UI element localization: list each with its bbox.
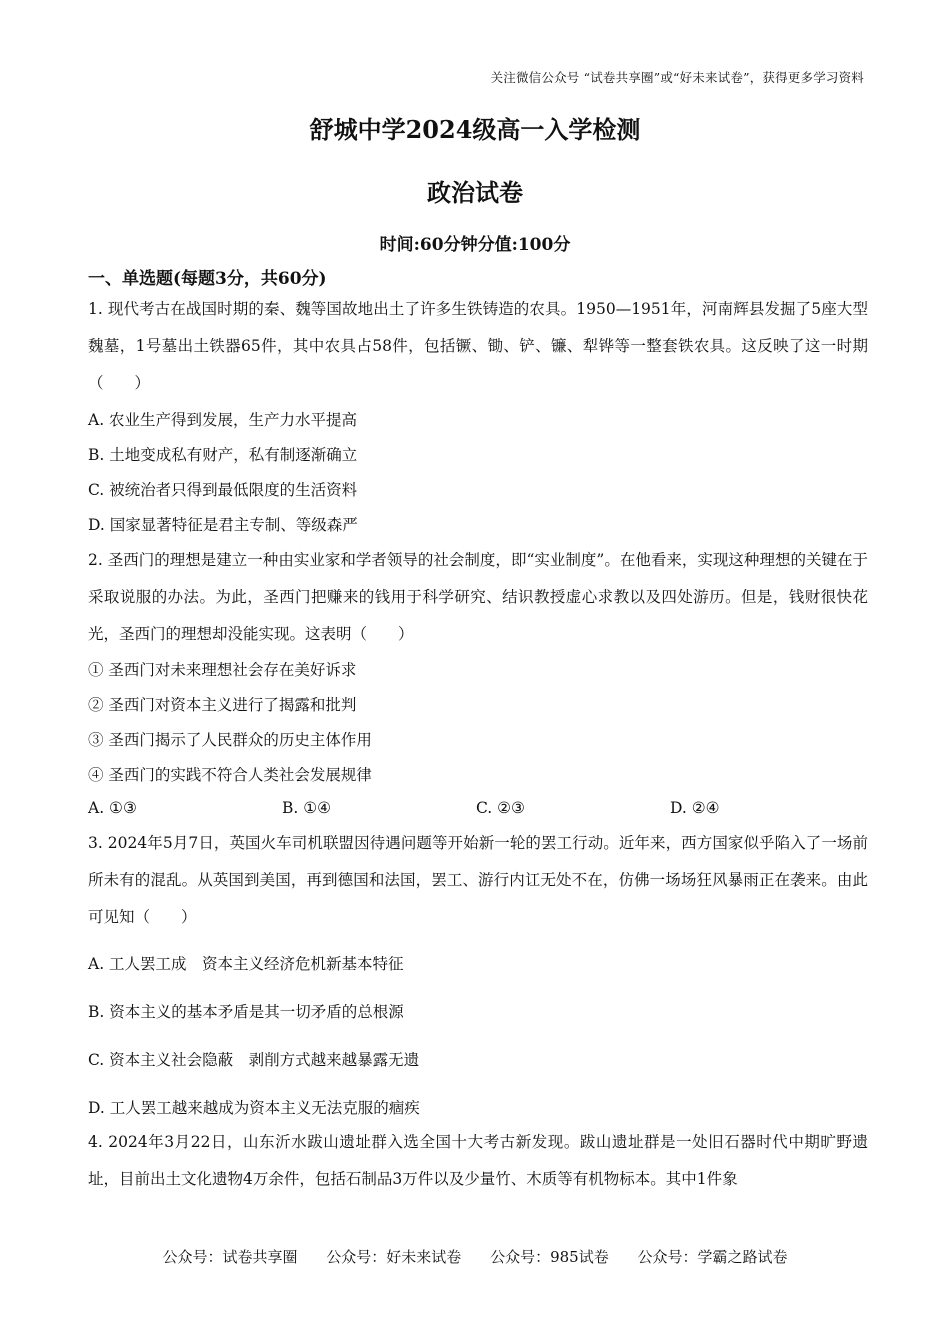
question-1 [88, 291, 868, 402]
exam-time-info: 时间:60分钟分值:100分 [379, 235, 571, 255]
question-2-options [88, 799, 868, 819]
footer-account-2: 公众号：好未来试卷 [326, 1248, 462, 1266]
question-4 [88, 1124, 868, 1198]
statement-3: ③ 圣西门揭示了人民群众的历史主体作用 [88, 731, 372, 749]
footer [0, 1246, 950, 1267]
question-3 [88, 825, 868, 936]
option-d: D. 工人罢工越来越成为资本主义无法克服的痼疾 [88, 1099, 420, 1117]
option-b: B. 土地变成私有财产，私有制逐渐确立 [88, 446, 358, 464]
option-b: B. 资本主义的基本矛盾是其一切矛盾的总根源 [88, 1003, 404, 1021]
option-d: D. ②④ [670, 799, 720, 817]
question-stem: 3. 2024年5月7日，英国火车司机联盟因待遇问题等开始新一轮的罢工行动。近年来，西方国家似乎陷入了一场前所未有的混乱。从英国到美国，再到德国和法国，罢工、游行内讧无处不在，仿佛一场场狂风暴雨正在袭来。由此可见知（ ） [88, 834, 868, 926]
option-b: B. ①④ [282, 799, 332, 817]
option-c: C. 资本主义社会隐蔽 剥削方式越来越暴露无遗 [88, 1051, 420, 1069]
question-2-statements [88, 662, 868, 784]
footer-account-4: 公众号：学霸之路试卷 [637, 1248, 788, 1266]
option-c: C. 被统治者只得到最低限度的生活资料 [88, 481, 358, 499]
option-d: D. 国家显著特征是君主专制、等级森严 [88, 516, 358, 534]
option-a: A. 农业生产得到发展，生产力水平提高 [88, 411, 358, 429]
question-1-options [88, 412, 868, 534]
option-c: C. ②③ [476, 799, 525, 817]
footer-account-3: 公众号：985试卷 [490, 1248, 609, 1266]
option-a: A. ①③ [88, 799, 137, 817]
section-title: 一、单选题(每题3分，共60分) [88, 269, 327, 289]
question-2 [88, 542, 868, 653]
footer-account-1: 公众号：试卷共享圈 [162, 1248, 298, 1266]
header-note: 关注微信公众号 “试卷共享圈”或“好未来试卷”，获得更多学习资料 [490, 70, 864, 85]
question-stem: 1. 现代考古在战国时期的秦、魏等国故地出土了许多生铁铸造的农具。1950—1951年，河南辉县发掘了5座大型魏墓，1号墓出土铁器65件，其中农具占58件，包括镢、锄、铲、镰、犁铧等一整套铁农具。这反映了这一时期（ ） [88, 300, 868, 392]
statement-2: ② 圣西门对资本主义进行了揭露和批判 [88, 696, 357, 714]
statement-4: ④ 圣西门的实践不符合人类社会发展规律 [88, 766, 372, 784]
question-stem: 4. 2024年3月22日，山东沂水跋山遗址群入选全国十大考古新发现。跋山遗址群是一处旧石器时代中期旷野遗址，目前出土文化遗物4万余件，包括石制品3万件以及少量竹、木质等有机物标本。其中1件象 [88, 1133, 868, 1188]
question-stem: 2. 圣西门的理想是建立一种由实业家和学者领导的社会制度，即“实业制度”。在他看来，实现这种理想的关键在于采取说服的办法。为此，圣西门把赚来的钱用于科学研究、结识教授虚心求教以及四处游历。但是，钱财很快花光，圣西门的理想却没能实现。这表明（ ） [88, 551, 868, 643]
exam-title: 舒城中学2024级高一入学检测 [309, 115, 641, 144]
option-a: A. 工人罢工成 资本主义经济危机新基本特征 [88, 955, 404, 973]
question-3-options [88, 956, 868, 1117]
statement-1: ① 圣西门对未来理想社会存在美好诉求 [88, 661, 357, 679]
exam-subtitle: 政治试卷 [427, 178, 523, 207]
